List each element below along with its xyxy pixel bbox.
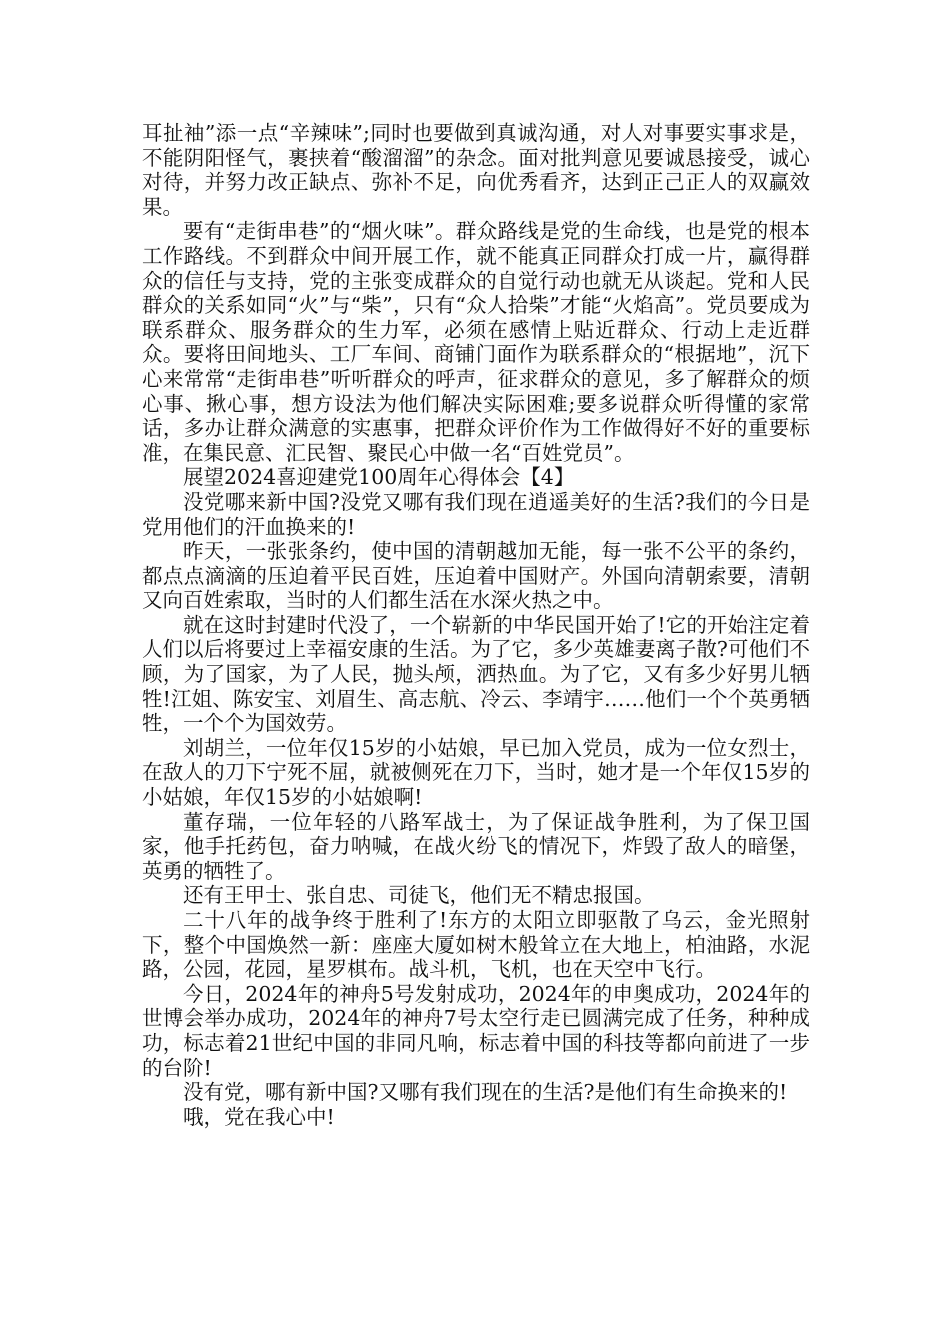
- paragraph-mass-line: 要有“走街串巷”的“烟火味”。群众路线是党的生命线，也是党的根本工作路线。不到群众中间开展工作，就不能真正同群众打成一片，赢得群众的信任与支持，党的主张变成群众的自觉行动也就无从谈起。党和人民群众的关系如同“火”与“柴”，只有“众人拾柴”才能“火焰高”。党员要成为联系群众、服务群众的生力军，必须在感情上贴近群众、行动上走近群众。要将田间地头、工厂车间、商铺门面作为联系群众的“根据地”，沉下心来常常“走街串巷”听听群众的呼声，征求群众的意见，多了解群众的烦心事、揪心事，想方设法为他们解决实际困难;要多说群众听得懂的家常话，多办让群众满意的实惠事，把群众评价作为工作做得好不好的重要标准，在集民意、汇民智、聚民心中做一名“百姓党员”。: [142, 219, 810, 465]
- paragraph: 今日，2024年的神舟5号发射成功，2024年的申奥成功，2024年的世博会举办成功，2024年的神舟7号太空行走已圆满完成了任务，种种成功，标志着21世纪中国的非同凡响，标志着中国的科技等都向前进了一步的台阶!: [142, 981, 810, 1080]
- paragraph: 没有党，哪有新中国?又哪有我们现在的生活?是他们有生命换来的!: [183, 1080, 788, 1105]
- paragraph: 没党哪来新中国?没党又哪有我们现在逍遥美好的生活?我们的今日是党用他们的汗血换来的!: [142, 489, 810, 539]
- document-body: [142, 121, 810, 1129]
- paragraph-closing: 哦，党在我心中!: [183, 1104, 335, 1129]
- paragraph: 董存瑞，一位年轻的八路军战士，为了保证战争胜利，为了保卫国家，他手托药包，奋力呐喊，在战火纷飞的情况下，炸毁了敌人的暗堡，英勇的牺牲了。: [142, 809, 810, 883]
- section-heading: 展望2024喜迎建党100周年心得体会【4】: [183, 465, 575, 490]
- paragraph: 还有王甲士、张自忠、司徒飞，他们无不精忠报国。: [183, 883, 655, 908]
- paragraph: 就在这时封建时代没了，一个崭新的中华民国开始了!它的开始注定着人们以后将要过上幸福安康的生活。为了它，多少英雄妻离子散?可他们不顾，为了国家，为了人民，抛头颅，洒热血。为了它，又有多少好男儿牺牲!江姐、陈安宝、刘眉生、高志航、冷云、李靖宇……他们一个个英勇牺牲，一个个为国效劳。: [142, 612, 810, 736]
- paragraph: 二十八年的战争终于胜利了!东方的太阳立即驱散了乌云，金光照射下，整个中国焕然一新：座座大厦如树木般耸立在大地上，柏油路，水泥路，公园，花园，星罗棋布。战斗机，飞机，也在天空中飞行。: [142, 908, 810, 982]
- paragraph: 昨天，一张张条约，使中国的清朝越加无能，每一张不公平的条约，都点点滴滴的压迫着平民百姓，压迫着中国财产。外国向清朝索要，清朝又向百姓索取，当时的人们都生活在水深火热之中。: [142, 539, 810, 613]
- paragraph-continued: 耳扯袖”添一点“辛辣味”;同时也要做到真诚沟通，对人对事要实事求是，不能阴阳怪气，裹挟着“酸溜溜”的杂念。面对批判意见要诚恳接受，诚心对待，并努力改正缺点、弥补不足，向优秀看齐，达到正己正人的双赢效果。: [142, 121, 810, 219]
- paragraph: 刘胡兰，一位年仅15岁的小姑娘，早已加入党员，成为一位女烈士，在敌人的刀下宁死不屈，就被侧死在刀下，当时，她才是一个年仅15岁的小姑娘，年仅15岁的小姑娘啊!: [142, 735, 810, 810]
